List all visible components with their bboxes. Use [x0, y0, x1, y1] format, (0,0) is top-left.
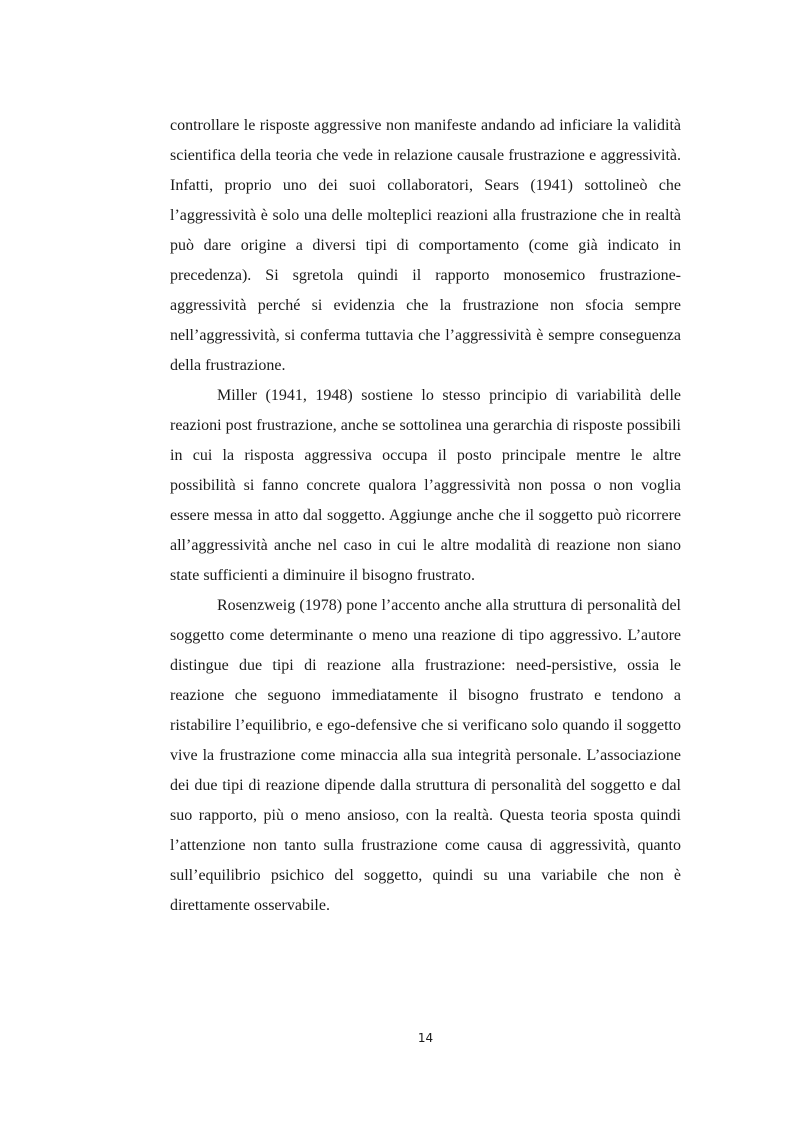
paragraph-sears: controllare le risposte aggressive non manifeste andando ad inficiare la validità scientifica della teoria che vede in relazione causale frustrazione e aggressività. Infatti, proprio uno dei suoi collaboratori, Sears (1941) sottolineò che l’aggressività è solo una delle molteplici reazioni alla frustrazione che in realtà può dare origine a diversi tipi di comportamento (come già indicato in precedenza). Si sgretola quindi il rapporto monosemico frustrazione-aggressività perché si evidenzia che la frustrazione non sfocia sempre nell’aggressività, si conferma tuttavia che l’aggressività è sempre conseguenza della frustrazione. [170, 117, 681, 374]
body-text [170, 111, 681, 921]
paragraph-miller: Miller (1941, 1948) sostiene lo stesso principio di variabilità delle reazioni post frustrazione, anche se sottolinea una gerarchia di risposte possibili in cui la risposta aggressiva occupa il posto principale mentre le altre possibilità si fanno concrete qualora l’aggressività non possa o non voglia essere messa in atto dal soggetto. Aggiunge anche che il soggetto può ricorrere all’aggressività anche nel caso in cui le altre modalità di reazione non siano state sufficienti a diminuire il bisogno frustrato. [170, 387, 681, 584]
paragraph-rosenzweig: Rosenzweig (1978) pone l’accento anche alla struttura di personalità del soggetto come determinante o meno una reazione di tipo aggressivo. L’autore distingue due tipi di reazione alla frustrazione: need-persistive, ossia le reazione che seguono immediatamente il bisogno frustrato e tendono a ristabilire l’equilibrio, e ego-defensive che si verificano solo quando il soggetto vive la frustrazione come minaccia alla sua integrità personale. L’associazione dei due tipi di reazione dipende dalla struttura di personalità del soggetto e dal suo rapporto, più o meno ansioso, con la realtà. Questa teoria sposta quindi l’attenzione non tanto sulla frustrazione come causa di aggressività, quanto sull’equilibrio psichico del soggetto, quindi su una variabile che non è direttamente osservabile. [170, 597, 681, 914]
page-number: 14 [417, 1031, 434, 1045]
